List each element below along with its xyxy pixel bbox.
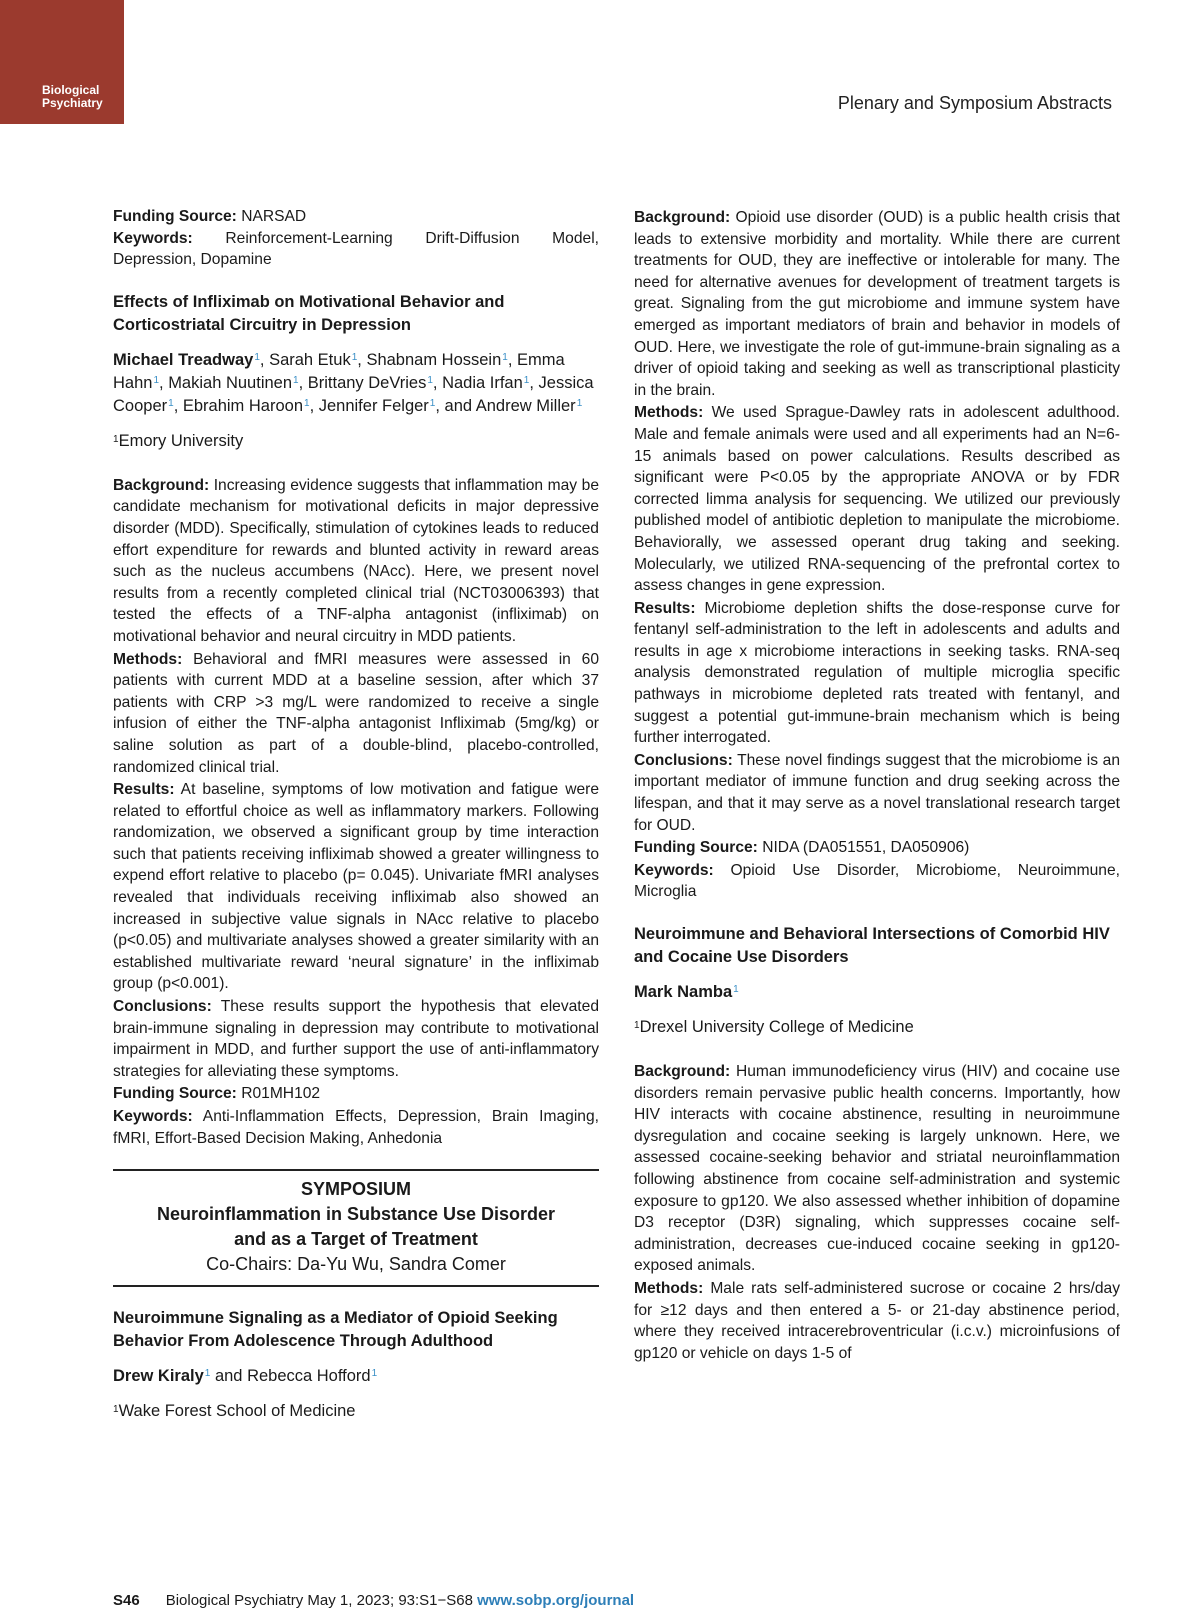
keywords-text: Anti-Inflammation Effects, Depression, Brain Imaging, fMRI, Effort-Based Decision Making, Anhedonia [113,1108,599,1147]
affiliation-text: Drexel University College of Medicine [639,1018,914,1036]
keywords-label: Keywords: [634,861,714,879]
author-list [113,349,599,418]
conclusions-text: These novel findings suggest that the microbiome is an important mediator of immune function and drug seeking across the lifespan, and that it may serve as a novel translational research target for OUD. [634,751,1120,834]
funding-label: Funding Source: [634,839,758,857]
methods-text: Behavioral and fMRI measures were assessed in 60 patients with current MDD at a baseline session, after which 37 patients with CRP >3 mg/L were randomized to receive a single infusion of either the TNF-alpha antagonist Infliximab (5mg/kg) or saline solution as part of a double-blind, placebo-controlled, randomized clinical trial. [113,650,599,776]
affiliation-marker: 1 [113,1404,119,1416]
author-separator: , and [435,396,476,415]
author-separator: , [507,350,517,369]
author-name: Ebrahim Haroon [182,396,303,415]
author-affiliation-marker: 1 [304,397,310,409]
author-name: Jessica Cooper [113,373,594,415]
keywords-text: Reinforcement-Learning Drift-Diffusion Model, Depression, Dopamine [113,229,599,269]
author-list [113,1365,599,1388]
author-affiliation-marker: 1 [204,1368,211,1380]
author-affiliation-marker: 1 [351,351,358,363]
author-affiliation-marker: 1 [168,397,174,409]
symposium-title-line-2: and as a Target of Treatment [234,1229,478,1250]
results-label: Results: [113,781,175,799]
conclusions-text: These results support the hypothesis that elevated brain-immune signaling in depression may contribute to motivational impairment in MDD, and further support the use of anti-inflammatory strategies for alleviating these symptoms. [113,998,599,1080]
page-footer [113,1592,634,1609]
abstract-title: Neuroimmune and Behavioral Intersections of Comorbid HIV and Cocaine Use Disorders [634,925,1110,966]
funding-label: Funding Source: [113,208,237,225]
author-separator: and [210,1367,248,1386]
keywords-text: Opioid Use Disorder, Microbiome, Neuroimmune, Microglia [634,861,1120,901]
author-name: Shabnam Hossein [366,350,502,369]
background-label: Background: [634,209,731,226]
conclusions-section [113,996,599,1082]
symposium-title-line-1: Neuroinflammation in Substance Use Disorder [156,1204,556,1225]
affiliation [113,430,599,453]
author-name: Emma Hahn [113,350,565,392]
methods-label: Methods: [634,1279,704,1297]
citation: Biological Psychiatry May 1, 2023; 93:S1−S68 [165,1592,478,1609]
author-affiliation-marker: 1 [427,374,433,386]
background-section [113,475,599,648]
author-affiliation-marker: 1 [254,351,260,363]
background-section [634,207,1120,401]
author-separator: , [173,396,183,415]
funding-text: R01MH102 [236,1085,321,1103]
methods-section [634,402,1120,596]
symposium-label: SYMPOSIUM [300,1179,411,1200]
conclusions-section [634,750,1120,836]
journal-logo [0,0,124,124]
author-name: Mark Namba [634,983,733,1001]
author-separator: , [159,373,169,392]
conclusions-label: Conclusions: [634,751,733,769]
author-name: Makiah Nuutinen [168,373,293,392]
author-separator: , [259,350,270,369]
author-name: Rebecca Hofford [247,1367,371,1386]
methods-text: We used Sprague-Dawley rats in adolescent adulthood. Male and female animals were used and all experiments had an N=6-15 animals based on power calculations. Results described as significant were P<0.05 by the appropriate ANOVA or by FDR corrected limma analysis for sequencing. We utilized our previously published model of antibiotic depletion to manipulate the microbiome. Behaviorally, we assessed operant drug taking and seeking. Molecularly, we utilized RNA-sequencing of the prefrontal cortex to assess changes in gene expression. [634,404,1120,595]
funding-text: NIDA (DA051551, DA050906) [757,839,970,857]
author-name: Nadia Irfan [442,373,523,392]
funding-label: Funding Source: [113,1085,237,1103]
prev-funding [113,206,599,228]
author-name: Jennifer Felger [318,396,429,415]
results-label: Results: [634,599,696,617]
left-column [113,206,599,1445]
author-name: Sarah Etuk [269,350,351,369]
affiliation-text: Emory University [118,431,244,450]
affiliation [634,1016,1120,1039]
right-column [634,206,1120,1364]
affiliation-marker: 1 [113,433,119,445]
results-text: Microbiome depletion shifts the dose-response curve for fentanyl self-administration to the left in adolescents and adults and results in age x microbiome interactions in seeking tasks. RNA-seq analysis demonstrated regulation of multiple microglia specific pathways in microbiome depleted rats treated with fentanyl, and suggest a potential gut-immune-brain mechanism which is being further interrogated. [634,599,1120,747]
author-name: Drew Kiraly [113,1367,204,1386]
methods-label: Methods: [113,650,183,668]
author-affiliation-marker: 1 [733,984,739,995]
funding-section [634,837,1120,859]
keywords-label: Keywords: [113,229,193,247]
funding-section [113,1083,599,1105]
author-affiliation-marker: 1 [429,397,436,409]
author-name: Brittany DeVries [307,373,427,392]
keywords-label: Keywords: [113,1108,193,1125]
background-section [634,1061,1120,1277]
background-label: Background: [634,1063,731,1080]
author-separator: , [309,396,319,415]
background-text: Human immunodeficiency virus (HIV) and cocaine use disorders remain pervasive public health concerns. Importantly, how HIV interacts with cocaine abstinence, resulting in neuroimmune dysregulation and cocaine seeking is largely unknown. Here, we assessed cocaine-seeking behavior and striatal neuroinflammation following abstinence from cocaine self-administration and systemic exposure to gp120. We also assessed whether inhibition of dopamine D3 receptor (D3R) signaling, which suppresses cocaine self-administration, decreases cue-induced cocaine seeking in gp120-exposed animals. [634,1063,1120,1275]
author-separator: , [357,350,367,369]
journal-logo-text [42,84,103,110]
author-affiliation-marker: 1 [576,397,583,409]
methods-text: Male rats self-administered sucrose or cocaine 2 hrs/day for ≥12 days and then entered a 5- or 21-day abstinence period, where they received intracerebroventricular (i.c.v.) microinfusions of gp120 or vehicle on days 1-5 of [634,1279,1120,1362]
author-name: Michael Treadway [113,350,254,369]
author-separator: , [298,373,308,392]
page-number: S46 [113,1592,140,1609]
author-affiliation-marker: 1 [502,351,508,363]
author-affiliation-marker: 1 [293,374,299,386]
conclusions-label: Conclusions: [113,998,212,1016]
background-text: Opioid use disorder (OUD) is a public health crisis that leads to extensive morbidity and mortality. While there are current treatments for OUD, they are ineffective or intolerable for many. The need for alternative avenues for development of treatment targets is great. Signaling from the gut microbiome and immune system have emerged as important mediators of brain and behavior in models of OUD. Here, we investigate the role of gut-immune-brain signaling as a driver of opioid taking and seeking as well as transcriptional plasticity in the brain. [634,209,1120,399]
affiliation-marker: 1 [634,1020,640,1031]
journal-link[interactable]: www.sobp.org/journal [477,1592,635,1609]
keywords-section [113,1106,599,1149]
affiliation [113,1400,599,1423]
symposium-box [113,1169,599,1287]
author-affiliation-marker: 1 [371,1368,378,1380]
author-name: Andrew Miller [475,396,576,415]
logo-line-1: Biological [42,83,100,97]
running-head: Plenary and Symposium Abstracts [837,93,1112,113]
author-affiliation-marker: 1 [523,374,530,386]
methods-section [113,649,599,779]
funding-text: NARSAD [236,208,307,225]
author-list [634,981,1120,1004]
abstract-title: Effects of Infliximab on Motivational Behavior and Corticostriatal Circuitry in Depression [113,292,505,334]
affiliation-text: Wake Forest School of Medicine [118,1402,356,1421]
keywords-section [634,860,1120,903]
results-text: At baseline, symptoms of low motivation and fatigue were related to effortful choice as well as inflammatory markers. Following randomization, we observed a significant group by time interaction such that patients receiving infliximab showed a greater willingness to expend effort relative to placebo (p= 0.045). Univariate fMRI analyses revealed that individuals receiving infliximab also showed an increased in subjective value signals in NAcc relative to placebo (p<0.05) and multivariate analyses showed a greater similarity with an established multivariate reward ‘neural signature’ in the infliximab group (p<0.001). [113,781,599,993]
logo-line-2: Psychiatry [42,96,103,110]
methods-label: Methods: [634,404,704,422]
background-text: Increasing evidence suggests that inflammation may be candidate mechanism for motivational deficits in major depressive disorder (MDD). Specifically, stimulation of cytokines leads to reduced effort expenditure for rewards and blunted activity in reward areas such as the nucleus accumbens (NAcc). Here, we present novel results from a recently completed clinical trial (NCT03006393) that tested the effects of a TNF-alpha antagonist (infliximab) on motivational behavior and neural circuitry in MDD patients. [113,476,599,645]
author-affiliation-marker: 1 [153,374,160,386]
background-label: Background: [113,476,210,494]
symposium-chairs: Co-Chairs: Da-Yu Wu, Sandra Comer [206,1254,506,1275]
prev-keywords [113,228,599,271]
author-separator: , [432,373,443,392]
author-separator: , [529,373,539,392]
results-section [634,598,1120,749]
results-section [113,779,599,995]
abstract-title: Neuroimmune Signaling as a Mediator of Opioid Seeking Behavior From Adolescence Through Adulthood [113,1309,558,1351]
methods-section [634,1278,1120,1364]
